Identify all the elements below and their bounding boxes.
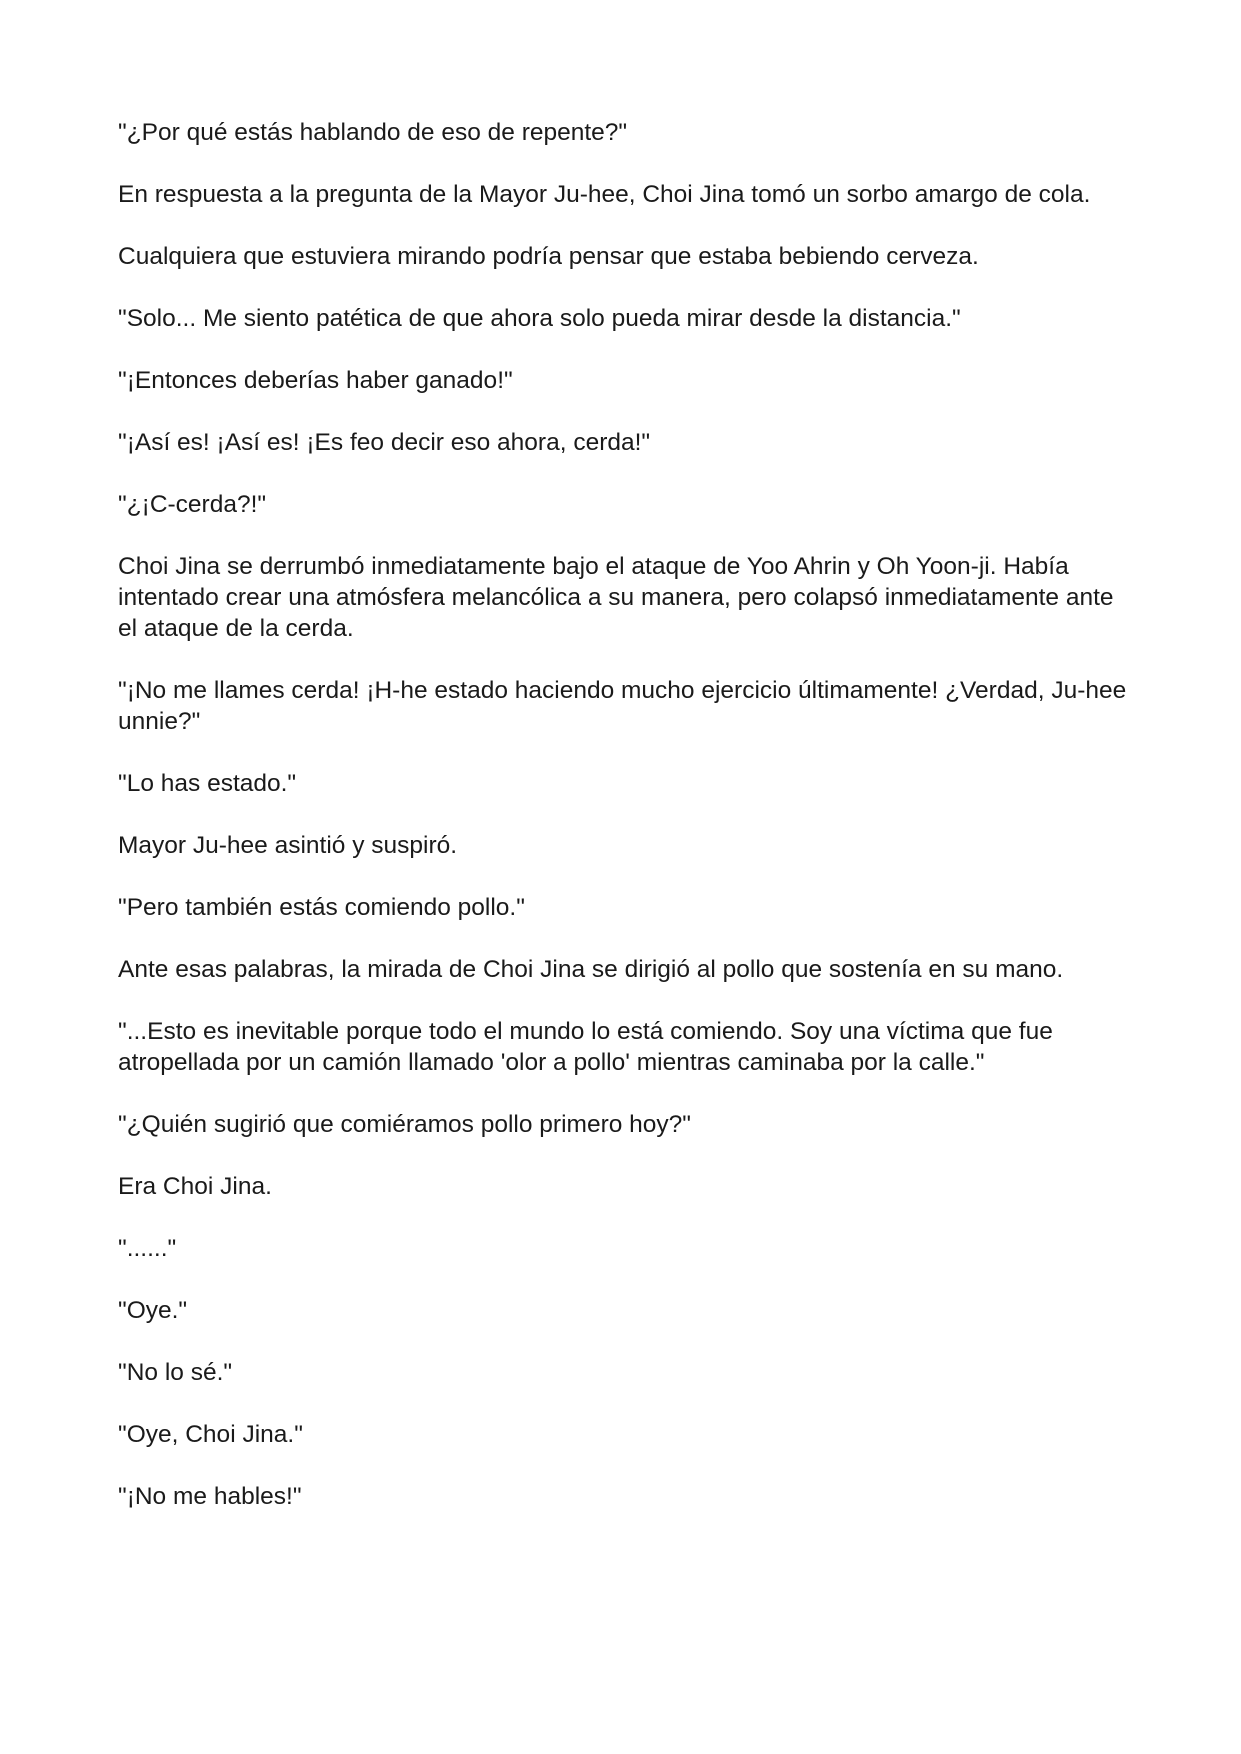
paragraph: "Pero también estás comiendo pollo." bbox=[118, 894, 525, 921]
document-body bbox=[118, 117, 1138, 1543]
paragraph: "¡Así es! ¡Así es! ¡Es feo decir eso ahora, cerda!" bbox=[118, 429, 651, 456]
paragraph: "Oye." bbox=[118, 1297, 188, 1324]
paragraph: Ante esas palabras, la mirada de Choi Jina se dirigió al pollo que sostenía en su mano. bbox=[118, 956, 1064, 983]
paragraph: "¿¡C-cerda?!" bbox=[118, 491, 267, 518]
paragraph: "......" bbox=[118, 1235, 177, 1262]
paragraph: Cualquiera que estuviera mirando podría pensar que estaba bebiendo cerveza. bbox=[118, 243, 979, 270]
paragraph: "...Esto es inevitable porque todo el mundo lo está comiendo. Soy una víctima que fue atropellada por un camión llamado 'olor a pollo' mientras caminaba por la calle." bbox=[118, 1018, 1053, 1076]
paragraph: Mayor Ju-hee asintió y suspiró. bbox=[118, 832, 458, 859]
paragraph: Era Choi Jina. bbox=[118, 1173, 272, 1200]
paragraph: "¡No me hables!" bbox=[118, 1483, 302, 1510]
paragraph: "¿Quién sugirió que comiéramos pollo primero hoy?" bbox=[118, 1111, 691, 1138]
paragraph: "Lo has estado." bbox=[118, 770, 297, 797]
paragraph: Choi Jina se derrumbó inmediatamente bajo el ataque de Yoo Ahrin y Oh Yoon-ji. Había intentado crear una atmósfera melancólica a su manera, pero colapsó inmediatamente ante el ataque de la cerda. bbox=[118, 553, 1114, 642]
paragraph: "¿Por qué estás hablando de eso de repente?" bbox=[118, 119, 628, 146]
paragraph: "Solo... Me siento patética de que ahora solo pueda mirar desde la distancia." bbox=[118, 305, 961, 332]
paragraph: "¡No me llames cerda! ¡H-he estado haciendo mucho ejercicio últimamente! ¿Verdad, Ju-hee unnie?" bbox=[118, 677, 1127, 735]
paragraph: "No lo sé." bbox=[118, 1359, 233, 1386]
paragraph: "Oye, Choi Jina." bbox=[118, 1421, 303, 1448]
paragraph: "¡Entonces deberías haber ganado!" bbox=[118, 367, 513, 394]
paragraph: En respuesta a la pregunta de la Mayor Ju-hee, Choi Jina tomó un sorbo amargo de cola. bbox=[118, 181, 1091, 208]
